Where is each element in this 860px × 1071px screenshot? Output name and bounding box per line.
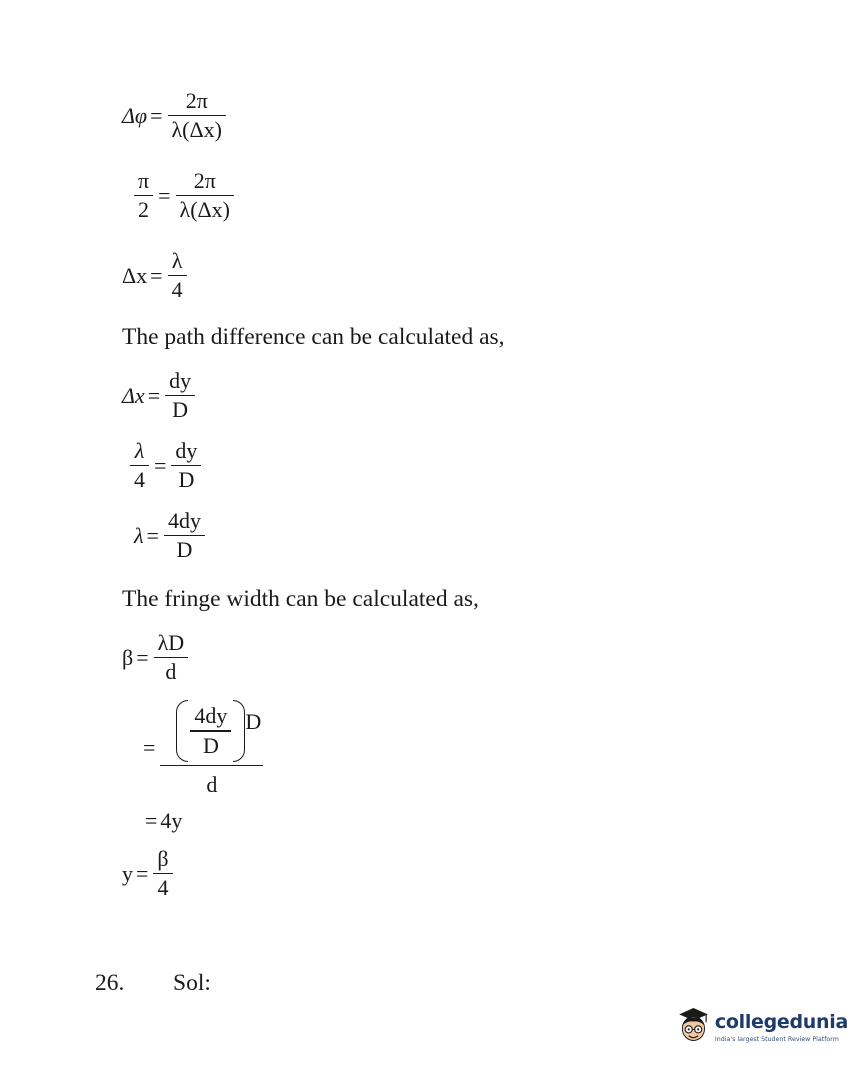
question-number: 26. — [95, 970, 125, 996]
collegedunia-logo — [676, 998, 848, 1056]
logo-text — [715, 1011, 848, 1043]
eq2-lhs-denominator: 2 — [138, 197, 150, 223]
eq5-fraction — [171, 440, 201, 491]
eq4-numerator: dy — [169, 368, 192, 393]
eq6-lhs: λ — [134, 522, 144, 548]
eq4-fraction — [165, 370, 195, 421]
eq8-denominator: d — [206, 772, 218, 798]
equation-fringe-result — [142, 810, 182, 832]
eq5-numerator: dy — [175, 438, 198, 463]
eq6-fraction — [164, 510, 205, 561]
eq10-lhs: y — [122, 860, 133, 886]
equation-phase-difference — [122, 90, 228, 141]
equation-path-lambda — [122, 250, 189, 301]
eq8-inner-numerator: 4dy — [194, 703, 228, 729]
eq1-fraction — [168, 90, 226, 141]
eq2-numerator: 2π — [193, 168, 216, 193]
eq5-lhs-numerator: λ — [134, 438, 145, 463]
eq2-denominator: λ(Δx) — [179, 197, 230, 223]
eq9-rel: = — [145, 808, 158, 833]
eq8-right-paren — [233, 700, 245, 762]
eq2-fraction — [176, 170, 234, 221]
equation-lambda-quarter — [128, 440, 203, 491]
eq8-inner-denominator: D — [202, 732, 219, 758]
eq7-denominator: d — [165, 659, 177, 685]
eq5-denominator: D — [178, 467, 195, 493]
eq7-rel: = — [136, 644, 149, 670]
eq9-rhs: 4y — [160, 808, 183, 833]
paragraph-fringe-width: The fringe width can be calculated as, — [122, 586, 479, 612]
eq1-rel: = — [150, 102, 163, 128]
eq1-numerator: 2π — [185, 88, 208, 113]
eq10-fraction — [153, 848, 172, 899]
eq2-rel: = — [158, 182, 171, 208]
eq5-lhs-fraction — [130, 440, 149, 491]
eq1-denominator: λ(Δx) — [171, 117, 222, 143]
eq8-left-paren — [176, 700, 188, 762]
equation-fringe-substitution — [140, 700, 265, 796]
eq7-numerator: λD — [157, 630, 185, 655]
eq2-lhs-numerator: π — [138, 168, 150, 193]
equation-lambda — [134, 510, 207, 561]
logo-name: collegedunia — [714, 1011, 848, 1033]
solution-label: Sol: — [173, 970, 211, 996]
eq1-lhs: Δφ — [122, 102, 148, 128]
eq8-outer-factor: D — [245, 709, 262, 734]
paragraph-path-difference: The path difference can be calculated as, — [122, 324, 505, 350]
eq5-lhs-denominator: 4 — [134, 467, 145, 493]
eq7-lhs: β — [122, 644, 134, 670]
equation-fringe-width — [122, 632, 190, 683]
equation-path-geometry — [122, 370, 197, 421]
logo-tagline: India's largest Student Review Platform — [714, 1036, 839, 1043]
eq3-lhs: Δx — [122, 262, 148, 288]
eq8-rel: = — [143, 735, 156, 761]
eq3-rel: = — [150, 262, 163, 288]
eq3-denominator: 4 — [171, 277, 183, 303]
eq3-fraction — [168, 250, 187, 301]
student-mascot-icon — [676, 999, 711, 1055]
eq3-numerator: λ — [171, 248, 183, 273]
eq6-denominator: D — [176, 537, 193, 563]
eq8-fraction — [160, 700, 263, 796]
eq4-rel: = — [147, 382, 161, 408]
equation-y — [122, 848, 175, 899]
eq6-rel: = — [146, 522, 159, 548]
eq4-denominator: D — [172, 397, 189, 423]
eq5-rel: = — [154, 452, 167, 478]
equation-phase-substitution — [132, 170, 236, 221]
eq8-inner-fraction — [190, 705, 231, 756]
eq10-rel: = — [136, 860, 149, 886]
eq10-numerator: β — [157, 846, 169, 871]
eq8-numerator — [160, 700, 263, 765]
eq4-lhs: Δx — [122, 382, 145, 408]
eq2-lhs-fraction — [134, 170, 153, 221]
eq7-fraction — [154, 632, 189, 683]
eq6-numerator: 4dy — [167, 508, 201, 533]
eq10-denominator: 4 — [157, 875, 169, 901]
